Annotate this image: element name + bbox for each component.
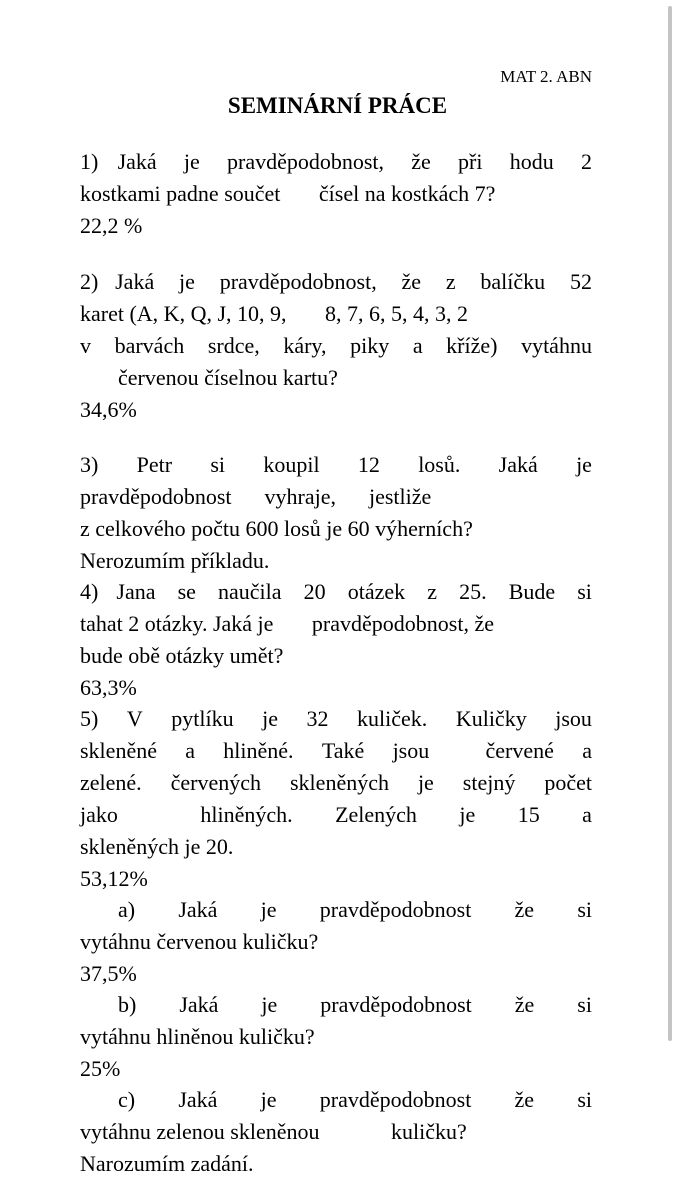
question-1-answer: 22,2 % — [80, 213, 143, 238]
question-2-line-4: červenou číselnou kartu? — [118, 365, 338, 390]
question-4-line-2: tahat 2 otázky. Jaká je pravděpodobnost, že — [80, 611, 494, 636]
subquestion-a-answer: 37,5% — [80, 961, 137, 986]
question-5-line-2: skleněné a hliněné. Také jsou červené a — [80, 738, 592, 763]
question-number: 3) — [80, 452, 99, 477]
scrollbar[interactable] — [668, 6, 672, 1041]
subquestion-a-line-1: a) Jaká je pravděpodobnost že si — [118, 894, 592, 925]
question-3-line-1: 3) Petr si koupil 12 losů. Jaká je — [80, 449, 592, 480]
question-4-line-1: 4) Jana se naučila 20 otázek z 25. Bude si — [80, 576, 592, 607]
subquestion-c-answer: Narozumím zadání. — [80, 1151, 254, 1176]
subquestion-b-line-1: b) Jaká je pravděpodobnost že si — [118, 989, 592, 1020]
question-number: 1) — [80, 149, 99, 174]
subquestion-b-answer: 25% — [80, 1056, 121, 1081]
question-number: 5) — [80, 706, 99, 731]
question-5-line-1: 5) V pytlíku je 32 kuliček. Kuličky jsou — [80, 703, 592, 734]
question-5-line-5: skleněných je 20. — [80, 834, 234, 859]
question-number: 4) — [80, 579, 99, 604]
subquestion-letter: a) — [118, 897, 136, 922]
subquestion-b-line-2: vytáhnu hliněnou kuličku? — [80, 1024, 315, 1049]
question-number: 2) — [80, 269, 99, 294]
question-2-line-2: karet (A, K, Q, J, 10, 9, 8, 7, 6, 5, 4, 3, 2 — [80, 301, 469, 326]
subquestion-c-line-1: c) Jaká je pravděpodobnost že si — [118, 1084, 592, 1115]
question-1-line-1: 1) Jaká je pravděpodobnost, že při hodu 2 — [80, 146, 592, 177]
question-4-line-3: bude obě otázky umět? — [80, 643, 284, 668]
subquestion-c-line-2: vytáhnu zelenou skleněnou kuličku? — [80, 1119, 467, 1144]
question-4-answer: 63,3% — [80, 675, 137, 700]
question-1-line-2: kostkami padne součet čísel na kostkách 7? — [80, 181, 496, 206]
question-3-line-2: pravděpodobnost vyhraje, jestliže — [80, 484, 432, 509]
subquestion-letter: b) — [118, 992, 137, 1017]
question-2-line-1: 2) Jaká je pravděpodobnost, že z balíčku 52 — [80, 266, 592, 297]
question-3-line-3: z celkového počtu 600 losů je 60 výherních? — [80, 516, 473, 541]
page-title: SEMINÁRNÍ PRÁCE — [227, 93, 448, 118]
subquestion-a-line-2: vytáhnu červenou kuličku? — [80, 929, 319, 954]
question-5-line-4: jako hliněných. Zelených je 15 a — [80, 802, 592, 827]
question-5-answer: 53,12% — [80, 866, 148, 891]
question-2-answer: 34,6% — [80, 397, 137, 422]
course-code: MAT 2. ABN — [500, 67, 592, 86]
question-2-line-3: v barvách srdce, káry, piky a kříže) vytáhnu — [80, 333, 592, 358]
subquestion-letter: c) — [118, 1087, 136, 1112]
question-3-answer: Nerozumím příkladu. — [80, 548, 270, 573]
question-5-line-3: zelené. červených skleněných je stejný počet — [80, 770, 592, 795]
